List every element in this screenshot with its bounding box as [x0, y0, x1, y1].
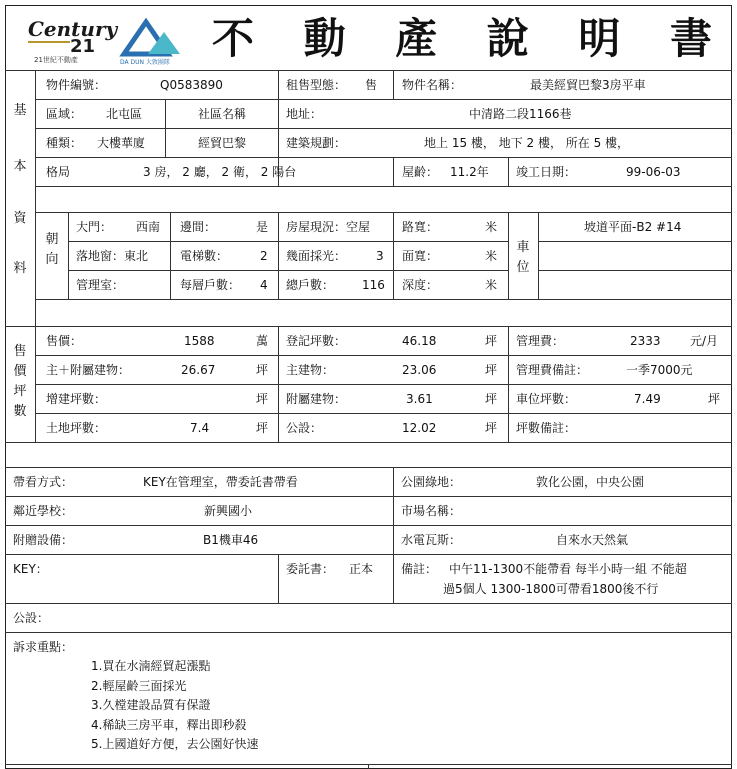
area-value: 北屯區	[106, 107, 143, 121]
land-value: 7.4	[190, 421, 210, 435]
households-value: 116	[362, 278, 385, 292]
key-label: KEY：	[13, 562, 48, 576]
frontage-label: 面寬：	[402, 249, 439, 263]
dadun-logo	[118, 16, 184, 66]
commission-label: 委託書：	[286, 562, 335, 576]
type-label: 租售型態：	[286, 78, 347, 92]
price-label: 售價：	[46, 334, 83, 348]
public-area-label: 公設：	[286, 421, 323, 435]
edge-label: 邊間：	[180, 220, 217, 234]
list-item: 1.買在水湳經貿起漲點	[91, 659, 211, 673]
main-unit: 坪	[485, 363, 498, 377]
fee-note-label: 管理費備註：	[516, 363, 589, 377]
viewing-value: KEY在管理室，帶委託書帶看	[143, 475, 298, 489]
address-value: 中清路二段1166巷	[469, 107, 572, 121]
park-label: 公園綠地：	[401, 475, 462, 489]
fee-unit: 元/月	[690, 334, 719, 348]
appeal-label: 訴求重點：	[13, 640, 74, 654]
kind-value: 大樓華廈	[97, 136, 146, 150]
utilities-value: 自來水天然氣	[556, 533, 629, 547]
elevator-value: 2	[260, 249, 268, 263]
gate-label: 大門：	[76, 220, 113, 234]
remark-line-1: 中午11-1300不能帶看 每半小時一組 不能超	[449, 562, 687, 576]
depth-unit: 米	[485, 278, 498, 292]
viewing-label: 帶看方式：	[13, 475, 74, 489]
market-label: 市場名稱：	[401, 504, 462, 518]
main-label: 主建物：	[286, 363, 335, 377]
parking-ping-value: 7.49	[634, 392, 661, 406]
age-label: 屋齡：	[402, 165, 439, 179]
main-value: 23.06	[402, 363, 437, 377]
equipment-label: 附贈設備：	[13, 533, 74, 547]
attached-unit: 坪	[485, 392, 498, 406]
road-label: 路寬：	[402, 220, 439, 234]
remark-label: 備註：	[401, 562, 438, 576]
area-label: 區域：	[46, 107, 83, 121]
parking-value: 坡道平面-B2 #14	[584, 220, 682, 234]
households-label: 總戶數：	[286, 278, 335, 292]
kind-label: 種類：	[46, 136, 83, 150]
public-area-unit: 坪	[485, 421, 498, 435]
parking-ping-unit: 坪	[708, 392, 721, 406]
completed-label: 竣工日期：	[516, 165, 577, 179]
window-label: 落地窗：東北	[76, 249, 149, 263]
per-floor-value: 4	[260, 278, 268, 292]
community-value: 經貿巴黎	[198, 136, 247, 150]
svg-text:Century: Century	[28, 17, 118, 41]
equipment-value: B1機車46	[203, 533, 259, 547]
parking-label: 車 位	[516, 240, 530, 275]
main-attached-unit: 坪	[256, 363, 269, 377]
reg-label: 登記坪數：	[286, 334, 347, 348]
section-label-basic: 基 本 資 料	[13, 103, 27, 276]
planning-value: 地上 15 樓， 地下 2 樓， 所在 5 樓，	[424, 136, 630, 150]
layout-value: 3 房， 2 廳， 2 衛， 2 陽台	[143, 165, 297, 179]
land-unit: 坪	[256, 421, 269, 435]
fee-note-value: 一季7000元	[626, 363, 693, 377]
reg-unit: 坪	[485, 334, 498, 348]
main-attached-value: 26.67	[181, 363, 216, 377]
parking-ping-label: 車位坪數：	[516, 392, 577, 406]
land-label: 土地坪數：	[46, 421, 107, 435]
lighting-label: 幾面採光：	[286, 249, 347, 263]
century21-logo	[26, 12, 118, 64]
extension-unit: 坪	[256, 392, 269, 406]
completed-value: 99-06-03	[626, 165, 681, 179]
public-facilities-label: 公設：	[13, 611, 50, 625]
age-value: 11.2年	[450, 165, 489, 179]
attached-value: 3.61	[406, 392, 433, 406]
road-unit: 米	[485, 220, 498, 234]
depth-label: 深度：	[402, 278, 439, 292]
extension-label: 增建坪數：	[46, 392, 107, 406]
edge-value: 是	[256, 220, 269, 234]
list-item: 4.稀缺三房平車，釋出即秒殺	[91, 717, 247, 732]
document-title: 不 動 產 說 明 書	[212, 14, 712, 63]
reg-value: 46.18	[402, 334, 437, 348]
status-label: 房屋現況：空屋	[286, 220, 371, 234]
address-label: 地址：	[286, 107, 323, 121]
school-value: 新興國小	[204, 504, 253, 518]
type-value: 售	[365, 78, 378, 92]
attached-label: 附屬建物：	[286, 392, 347, 406]
utilities-label: 水電瓦斯：	[401, 533, 462, 547]
lighting-value: 3	[376, 249, 384, 263]
frontage-unit: 米	[485, 249, 498, 263]
list-item: 2.輕屋齡三面採光	[91, 678, 187, 693]
ping-note-label: 坪數備註：	[516, 421, 577, 435]
per-floor-label: 每層戶數：	[180, 278, 241, 292]
section-label-price: 售 價 坪 數	[13, 344, 27, 419]
orientation-label: 朝 向	[45, 232, 59, 267]
svg-text:21世紀不動產: 21世紀不動產	[34, 56, 78, 64]
school-label: 鄰近學校：	[13, 504, 74, 518]
appeal-list	[91, 657, 258, 755]
fee-value: 2333	[630, 334, 661, 348]
elevator-label: 電梯數：	[180, 249, 229, 263]
name-label: 物件名稱：	[402, 78, 463, 92]
price-unit: 萬	[256, 334, 269, 348]
price-value: 1588	[184, 334, 215, 348]
gate-value: 西南	[136, 220, 161, 234]
remark-line-2: 過5個人 1300-1800可帶看1800後不行	[443, 582, 659, 596]
list-item: 5.上國道好方便，去公園好快速	[91, 737, 259, 751]
fee-label: 管理費：	[516, 334, 565, 348]
commission-value: 正本	[349, 562, 374, 576]
layout-label: 格局	[46, 165, 71, 179]
planning-label: 建築規劃：	[286, 136, 347, 150]
object-no-label: 物件編號：	[46, 78, 107, 92]
svg-text:DA DUN 大敦團隊: DA DUN 大敦團隊	[120, 59, 170, 66]
list-item: 3.久樘建設品質有保證	[91, 698, 211, 712]
svg-text:21: 21	[70, 36, 96, 57]
main-attached-label: 主＋附屬建物：	[46, 363, 131, 377]
public-area-value: 12.02	[402, 421, 437, 435]
community-label: 社區名稱	[198, 107, 247, 121]
park-value: 敦化公園，中央公園	[536, 475, 645, 489]
mgmt-room-label: 管理室：	[76, 278, 125, 292]
name-value: 最美經貿巴黎3房平車	[530, 78, 646, 92]
object-no: Q0583890	[160, 78, 223, 92]
